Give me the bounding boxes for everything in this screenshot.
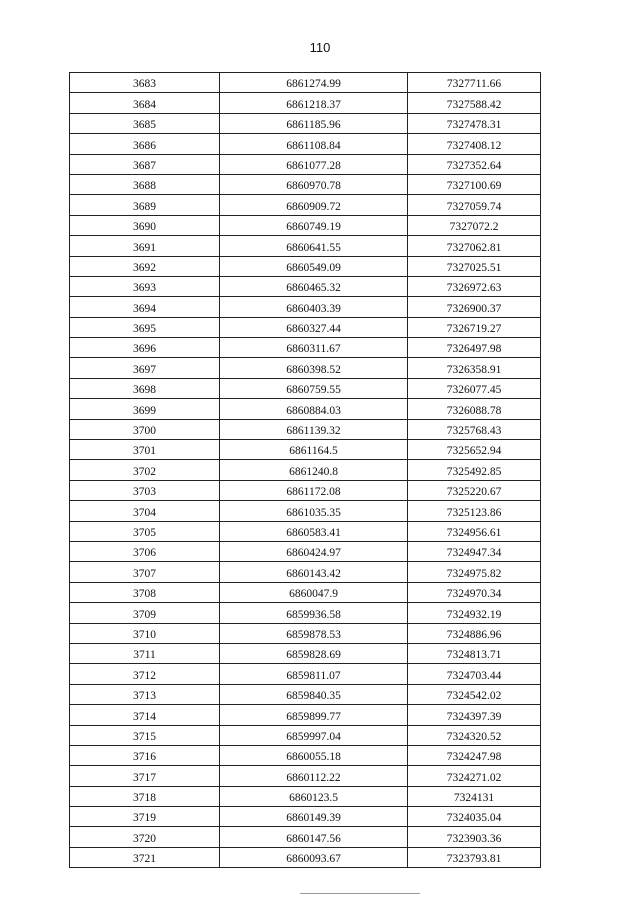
point-number-cell: 3706 bbox=[70, 541, 220, 561]
x-coordinate-cell: 6860549.09 bbox=[220, 256, 408, 276]
y-coordinate-cell: 7327478.31 bbox=[408, 113, 541, 133]
table-body bbox=[70, 73, 541, 868]
x-coordinate-cell: 6860112.22 bbox=[220, 766, 408, 786]
table-row bbox=[70, 725, 541, 745]
x-coordinate-cell: 6860093.67 bbox=[220, 847, 408, 867]
x-coordinate-cell: 6861164.5 bbox=[220, 440, 408, 460]
y-coordinate-cell: 7324320.52 bbox=[408, 725, 541, 745]
footer-rule bbox=[300, 893, 420, 894]
table-row bbox=[70, 419, 541, 439]
y-coordinate-cell: 7324886.96 bbox=[408, 623, 541, 643]
table-row bbox=[70, 378, 541, 398]
table-row bbox=[70, 297, 541, 317]
y-coordinate-cell: 7327711.66 bbox=[408, 73, 541, 93]
y-coordinate-cell: 7327352.64 bbox=[408, 154, 541, 174]
point-number-cell: 3693 bbox=[70, 276, 220, 296]
y-coordinate-cell: 7326088.78 bbox=[408, 399, 541, 419]
y-coordinate-cell: 7327059.74 bbox=[408, 195, 541, 215]
x-coordinate-cell: 6860909.72 bbox=[220, 195, 408, 215]
table-row bbox=[70, 73, 541, 93]
x-coordinate-cell: 6859997.04 bbox=[220, 725, 408, 745]
point-number-cell: 3689 bbox=[70, 195, 220, 215]
table-row bbox=[70, 440, 541, 460]
x-coordinate-cell: 6860149.39 bbox=[220, 807, 408, 827]
table-row bbox=[70, 93, 541, 113]
table-row bbox=[70, 766, 541, 786]
table-row bbox=[70, 745, 541, 765]
table-row bbox=[70, 480, 541, 500]
point-number-cell: 3694 bbox=[70, 297, 220, 317]
point-number-cell: 3715 bbox=[70, 725, 220, 745]
point-number-cell: 3714 bbox=[70, 705, 220, 725]
point-number-cell: 3692 bbox=[70, 256, 220, 276]
point-number-cell: 3684 bbox=[70, 93, 220, 113]
y-coordinate-cell: 7326972.63 bbox=[408, 276, 541, 296]
table-row bbox=[70, 501, 541, 521]
y-coordinate-cell: 7325492.85 bbox=[408, 460, 541, 480]
point-number-cell: 3702 bbox=[70, 460, 220, 480]
point-number-cell: 3700 bbox=[70, 419, 220, 439]
table-row bbox=[70, 827, 541, 847]
table-row bbox=[70, 154, 541, 174]
table-row bbox=[70, 399, 541, 419]
y-coordinate-cell: 7325220.67 bbox=[408, 480, 541, 500]
x-coordinate-cell: 6859828.69 bbox=[220, 643, 408, 663]
y-coordinate-cell: 7324247.98 bbox=[408, 745, 541, 765]
x-coordinate-cell: 6860123.5 bbox=[220, 786, 408, 806]
table-row bbox=[70, 236, 541, 256]
x-coordinate-cell: 6860055.18 bbox=[220, 745, 408, 765]
point-number-cell: 3721 bbox=[70, 847, 220, 867]
y-coordinate-cell: 7327588.42 bbox=[408, 93, 541, 113]
y-coordinate-cell: 7324932.19 bbox=[408, 603, 541, 623]
x-coordinate-cell: 6859878.53 bbox=[220, 623, 408, 643]
x-coordinate-cell: 6860403.39 bbox=[220, 297, 408, 317]
x-coordinate-cell: 6860398.52 bbox=[220, 358, 408, 378]
table-row bbox=[70, 338, 541, 358]
coordinates-table bbox=[69, 72, 541, 868]
point-number-cell: 3683 bbox=[70, 73, 220, 93]
point-number-cell: 3709 bbox=[70, 603, 220, 623]
y-coordinate-cell: 7324813.71 bbox=[408, 643, 541, 663]
x-coordinate-cell: 6860143.42 bbox=[220, 562, 408, 582]
point-number-cell: 3685 bbox=[70, 113, 220, 133]
point-number-cell: 3687 bbox=[70, 154, 220, 174]
point-number-cell: 3690 bbox=[70, 215, 220, 235]
x-coordinate-cell: 6859936.58 bbox=[220, 603, 408, 623]
point-number-cell: 3695 bbox=[70, 317, 220, 337]
y-coordinate-cell: 7324947.34 bbox=[408, 541, 541, 561]
y-coordinate-cell: 7324271.02 bbox=[408, 766, 541, 786]
y-coordinate-cell: 7326719.27 bbox=[408, 317, 541, 337]
y-coordinate-cell: 7323793.81 bbox=[408, 847, 541, 867]
x-coordinate-cell: 6860759.55 bbox=[220, 378, 408, 398]
table-row bbox=[70, 603, 541, 623]
y-coordinate-cell: 7326077.45 bbox=[408, 378, 541, 398]
y-coordinate-cell: 7326358.91 bbox=[408, 358, 541, 378]
point-number-cell: 3720 bbox=[70, 827, 220, 847]
point-number-cell: 3718 bbox=[70, 786, 220, 806]
point-number-cell: 3710 bbox=[70, 623, 220, 643]
y-coordinate-cell: 7327072.2 bbox=[408, 215, 541, 235]
point-number-cell: 3716 bbox=[70, 745, 220, 765]
x-coordinate-cell: 6860327.44 bbox=[220, 317, 408, 337]
page-number: 110 bbox=[309, 40, 331, 55]
x-coordinate-cell: 6860970.78 bbox=[220, 174, 408, 194]
x-coordinate-cell: 6861218.37 bbox=[220, 93, 408, 113]
table-row bbox=[70, 847, 541, 867]
table-row bbox=[70, 276, 541, 296]
point-number-cell: 3712 bbox=[70, 664, 220, 684]
y-coordinate-cell: 7324542.02 bbox=[408, 684, 541, 704]
point-number-cell: 3688 bbox=[70, 174, 220, 194]
table-row bbox=[70, 195, 541, 215]
table-row bbox=[70, 521, 541, 541]
x-coordinate-cell: 6860641.55 bbox=[220, 236, 408, 256]
y-coordinate-cell: 7324703.44 bbox=[408, 664, 541, 684]
table-row bbox=[70, 113, 541, 133]
x-coordinate-cell: 6861139.32 bbox=[220, 419, 408, 439]
table-row bbox=[70, 256, 541, 276]
y-coordinate-cell: 7324975.82 bbox=[408, 562, 541, 582]
point-number-cell: 3699 bbox=[70, 399, 220, 419]
x-coordinate-cell: 6861108.84 bbox=[220, 134, 408, 154]
table-row bbox=[70, 562, 541, 582]
table-row bbox=[70, 664, 541, 684]
x-coordinate-cell: 6860583.41 bbox=[220, 521, 408, 541]
x-coordinate-cell: 6859840.35 bbox=[220, 684, 408, 704]
point-number-cell: 3713 bbox=[70, 684, 220, 704]
point-number-cell: 3703 bbox=[70, 480, 220, 500]
x-coordinate-cell: 6859811.07 bbox=[220, 664, 408, 684]
point-number-cell: 3717 bbox=[70, 766, 220, 786]
table-row bbox=[70, 786, 541, 806]
point-number-cell: 3708 bbox=[70, 582, 220, 602]
y-coordinate-cell: 7327408.12 bbox=[408, 134, 541, 154]
y-coordinate-cell: 7327062.81 bbox=[408, 236, 541, 256]
x-coordinate-cell: 6860749.19 bbox=[220, 215, 408, 235]
y-coordinate-cell: 7327025.51 bbox=[408, 256, 541, 276]
y-coordinate-cell: 7325123.86 bbox=[408, 501, 541, 521]
x-coordinate-cell: 6861240.8 bbox=[220, 460, 408, 480]
table-row bbox=[70, 643, 541, 663]
point-number-cell: 3704 bbox=[70, 501, 220, 521]
x-coordinate-cell: 6859899.77 bbox=[220, 705, 408, 725]
table-row bbox=[70, 358, 541, 378]
x-coordinate-cell: 6860147.56 bbox=[220, 827, 408, 847]
table-row bbox=[70, 705, 541, 725]
y-coordinate-cell: 7325652.94 bbox=[408, 440, 541, 460]
point-number-cell: 3711 bbox=[70, 643, 220, 663]
table-row bbox=[70, 684, 541, 704]
point-number-cell: 3697 bbox=[70, 358, 220, 378]
y-coordinate-cell: 7325768.43 bbox=[408, 419, 541, 439]
table-row bbox=[70, 134, 541, 154]
y-coordinate-cell: 7326497.98 bbox=[408, 338, 541, 358]
point-number-cell: 3686 bbox=[70, 134, 220, 154]
table-row bbox=[70, 215, 541, 235]
y-coordinate-cell: 7326900.37 bbox=[408, 297, 541, 317]
table-row bbox=[70, 541, 541, 561]
y-coordinate-cell: 7323903.36 bbox=[408, 827, 541, 847]
y-coordinate-cell: 7324956.61 bbox=[408, 521, 541, 541]
table-row bbox=[70, 174, 541, 194]
x-coordinate-cell: 6860311.67 bbox=[220, 338, 408, 358]
table-row bbox=[70, 807, 541, 827]
table-row bbox=[70, 582, 541, 602]
point-number-cell: 3707 bbox=[70, 562, 220, 582]
point-number-cell: 3691 bbox=[70, 236, 220, 256]
point-number-cell: 3698 bbox=[70, 378, 220, 398]
y-coordinate-cell: 7324131 bbox=[408, 786, 541, 806]
point-number-cell: 3705 bbox=[70, 521, 220, 541]
table-row bbox=[70, 317, 541, 337]
x-coordinate-cell: 6860884.03 bbox=[220, 399, 408, 419]
table-row bbox=[70, 460, 541, 480]
point-number-cell: 3719 bbox=[70, 807, 220, 827]
x-coordinate-cell: 6861274.99 bbox=[220, 73, 408, 93]
y-coordinate-cell: 7324035.04 bbox=[408, 807, 541, 827]
x-coordinate-cell: 6861185.96 bbox=[220, 113, 408, 133]
x-coordinate-cell: 6861077.28 bbox=[220, 154, 408, 174]
point-number-cell: 3701 bbox=[70, 440, 220, 460]
y-coordinate-cell: 7327100.69 bbox=[408, 174, 541, 194]
x-coordinate-cell: 6860047.9 bbox=[220, 582, 408, 602]
x-coordinate-cell: 6860465.32 bbox=[220, 276, 408, 296]
table-row bbox=[70, 623, 541, 643]
y-coordinate-cell: 7324970.34 bbox=[408, 582, 541, 602]
y-coordinate-cell: 7324397.39 bbox=[408, 705, 541, 725]
x-coordinate-cell: 6861172.08 bbox=[220, 480, 408, 500]
point-number-cell: 3696 bbox=[70, 338, 220, 358]
x-coordinate-cell: 6860424.97 bbox=[220, 541, 408, 561]
x-coordinate-cell: 6861035.35 bbox=[220, 501, 408, 521]
